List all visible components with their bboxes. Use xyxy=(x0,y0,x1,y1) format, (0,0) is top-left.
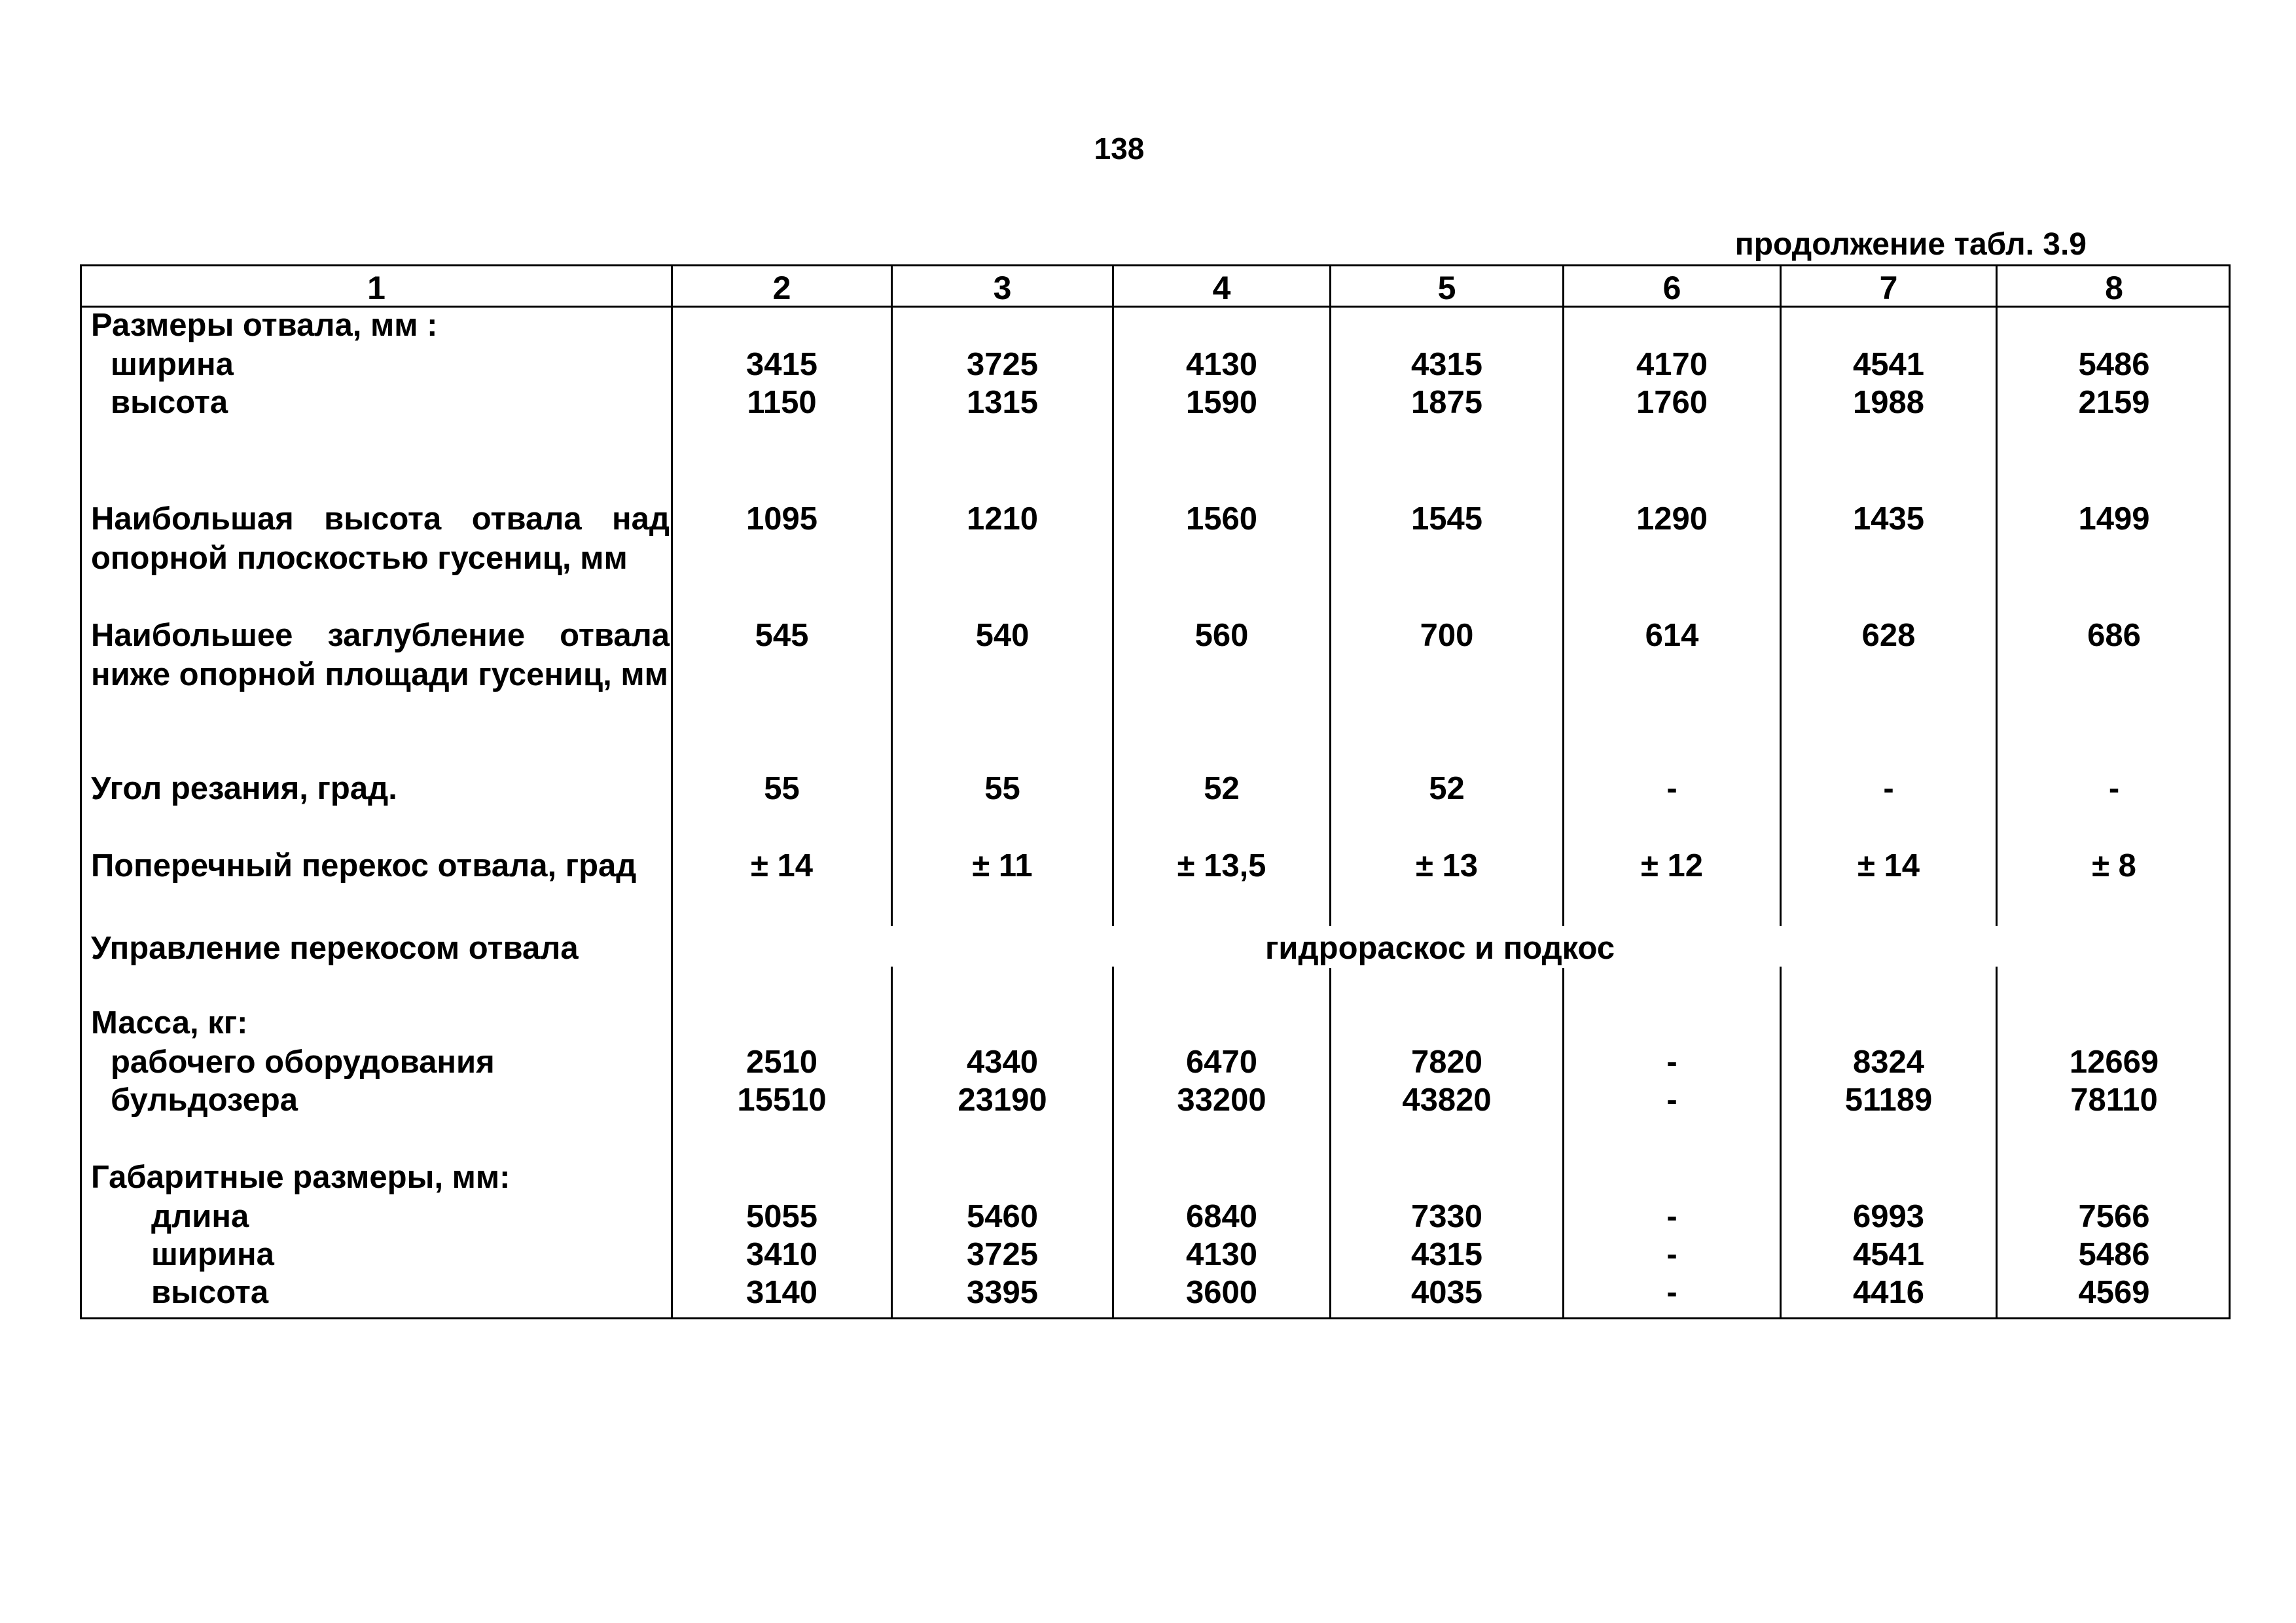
row-sublabel: ширина xyxy=(151,1237,274,1272)
header-cell: 5 xyxy=(1437,270,1456,306)
row-label: Размеры отвала, мм : xyxy=(91,308,438,343)
header-cell: 6 xyxy=(1662,270,1681,306)
row-sublabel: длина xyxy=(151,1199,249,1234)
table-cell: - xyxy=(1883,771,1894,806)
row-label: Угол резания, град. xyxy=(91,771,397,806)
row-label: Масса, кг: xyxy=(91,1005,248,1041)
table-cell: 1210 xyxy=(966,501,1038,537)
table-cell: 7820 xyxy=(1410,1044,1482,1080)
table-cell: 4315 xyxy=(1410,1237,1482,1272)
table-cell: 1150 xyxy=(747,385,817,420)
spanning-cell: гидрораскос и подкос xyxy=(1263,929,1617,968)
row-sublabel: высота xyxy=(151,1275,269,1310)
table-cell: 628 xyxy=(1861,618,1916,653)
table-cell: 55 xyxy=(984,771,1020,806)
table-cell: 540 xyxy=(975,618,1030,653)
table-cell: ± 11 xyxy=(972,848,1033,883)
header-cell: 3 xyxy=(993,270,1012,306)
table-cell: - xyxy=(2108,771,2120,806)
table-cell: ± 8 xyxy=(2092,848,2136,883)
table-cell: 6840 xyxy=(1185,1199,1257,1234)
table-cell: 4569 xyxy=(2078,1275,2150,1310)
row-sublabel: ширина xyxy=(111,347,234,382)
table-cell: 614 xyxy=(1645,618,1699,653)
table-cell: 51189 xyxy=(1844,1082,1933,1118)
table-cell: 3395 xyxy=(966,1275,1038,1310)
header-cell: 7 xyxy=(1879,270,1898,306)
table-cell: 5055 xyxy=(745,1199,817,1234)
page-number: 138 xyxy=(1094,132,1145,166)
table-cell: 55 xyxy=(764,771,800,806)
table-cell: - xyxy=(1666,771,1677,806)
table-cell: 560 xyxy=(1194,618,1249,653)
table-cell: 4541 xyxy=(1852,1237,1924,1272)
table-cell: 52 xyxy=(1204,771,1240,806)
table-cell: 3725 xyxy=(966,347,1038,382)
row-label: Управление перекосом отвала xyxy=(91,931,579,966)
row-label: Габаритные размеры, мм: xyxy=(91,1160,511,1195)
table-cell: 1545 xyxy=(1410,501,1482,537)
table-cell: 700 xyxy=(1420,618,1474,653)
table-continuation-label: продолжение табл. 3.9 xyxy=(1734,227,2087,262)
table-cell: 686 xyxy=(2087,618,2141,653)
table-cell: 5460 xyxy=(966,1199,1038,1234)
table-cell: 4170 xyxy=(1636,347,1708,382)
table-cell: 4035 xyxy=(1410,1275,1482,1310)
table-cell: 4130 xyxy=(1185,1237,1257,1272)
table-cell: 3415 xyxy=(745,347,817,382)
table-cell: - xyxy=(1666,1199,1677,1234)
table-cell: 6470 xyxy=(1185,1044,1257,1080)
table-cell: 4315 xyxy=(1410,347,1482,382)
table-cell: 1315 xyxy=(966,385,1038,420)
table-cell: 1560 xyxy=(1185,501,1257,537)
table-cell: ± 14 xyxy=(750,848,813,883)
header-cell: 1 xyxy=(367,270,386,306)
row-sublabel: высота xyxy=(111,385,228,420)
table-cell: 6993 xyxy=(1852,1199,1924,1234)
table-cell: 43820 xyxy=(1402,1082,1492,1118)
table-cell: 3410 xyxy=(745,1237,817,1272)
spec-table xyxy=(80,264,2231,1319)
table-cell: 5486 xyxy=(2078,347,2150,382)
row-label: Поперечный перекос отвала, град xyxy=(91,848,637,883)
table-cell: 4130 xyxy=(1185,347,1257,382)
row-sublabel: бульдозера xyxy=(111,1082,298,1118)
table-cell: ± 14 xyxy=(1857,848,1920,883)
table-cell: 8324 xyxy=(1852,1044,1924,1080)
table-cell: 1435 xyxy=(1852,501,1924,537)
table-cell: ± 13,5 xyxy=(1177,848,1266,883)
table-cell: ± 12 xyxy=(1640,848,1703,883)
header-cell: 8 xyxy=(2105,270,2123,306)
table-cell: 1590 xyxy=(1185,385,1257,420)
table-cell: 3725 xyxy=(966,1237,1038,1272)
table-cell: 545 xyxy=(755,618,809,653)
row-sublabel: рабочего оборудования xyxy=(111,1044,495,1080)
table-cell: 4416 xyxy=(1852,1275,1924,1310)
table-cell: 1499 xyxy=(2078,501,2150,537)
table-cell: 33200 xyxy=(1177,1082,1266,1118)
table-cell: - xyxy=(1666,1044,1677,1080)
table-cell: 4340 xyxy=(966,1044,1038,1080)
table-cell: 2159 xyxy=(2078,385,2150,420)
row-label: Наибольшая высота отвала над опорной плоскостью гусениц, мм xyxy=(91,501,670,576)
table-cell: 1095 xyxy=(745,501,817,537)
header-cell: 4 xyxy=(1212,270,1231,306)
table-cell: 52 xyxy=(1429,771,1465,806)
table-cell: 3140 xyxy=(745,1275,817,1310)
table-cell: 5486 xyxy=(2078,1237,2150,1272)
table-cell: 1290 xyxy=(1636,501,1708,537)
table-cell: 78110 xyxy=(2070,1082,2158,1118)
table-cell: - xyxy=(1666,1275,1677,1310)
table-cell: 1988 xyxy=(1852,385,1924,420)
table-cell: 7566 xyxy=(2078,1199,2150,1234)
header-cell: 2 xyxy=(772,270,791,306)
row-label: Наибольшее заглубление отвала ниже опорной площади гусениц, мм xyxy=(91,618,670,692)
table-cell: 7330 xyxy=(1410,1199,1482,1234)
table-cell: 1875 xyxy=(1410,385,1482,420)
table-cell: 12669 xyxy=(2069,1044,2159,1080)
table-cell: - xyxy=(1666,1237,1677,1272)
table-cell: 3600 xyxy=(1185,1275,1257,1310)
table-cell: 23190 xyxy=(958,1082,1047,1118)
table-cell: 1760 xyxy=(1636,385,1708,420)
table-cell: 4541 xyxy=(1852,347,1924,382)
table-cell: 15510 xyxy=(737,1082,827,1118)
table-cell: ± 13 xyxy=(1415,848,1478,883)
table-cell: 2510 xyxy=(745,1044,817,1080)
table-cell: - xyxy=(1666,1082,1677,1118)
